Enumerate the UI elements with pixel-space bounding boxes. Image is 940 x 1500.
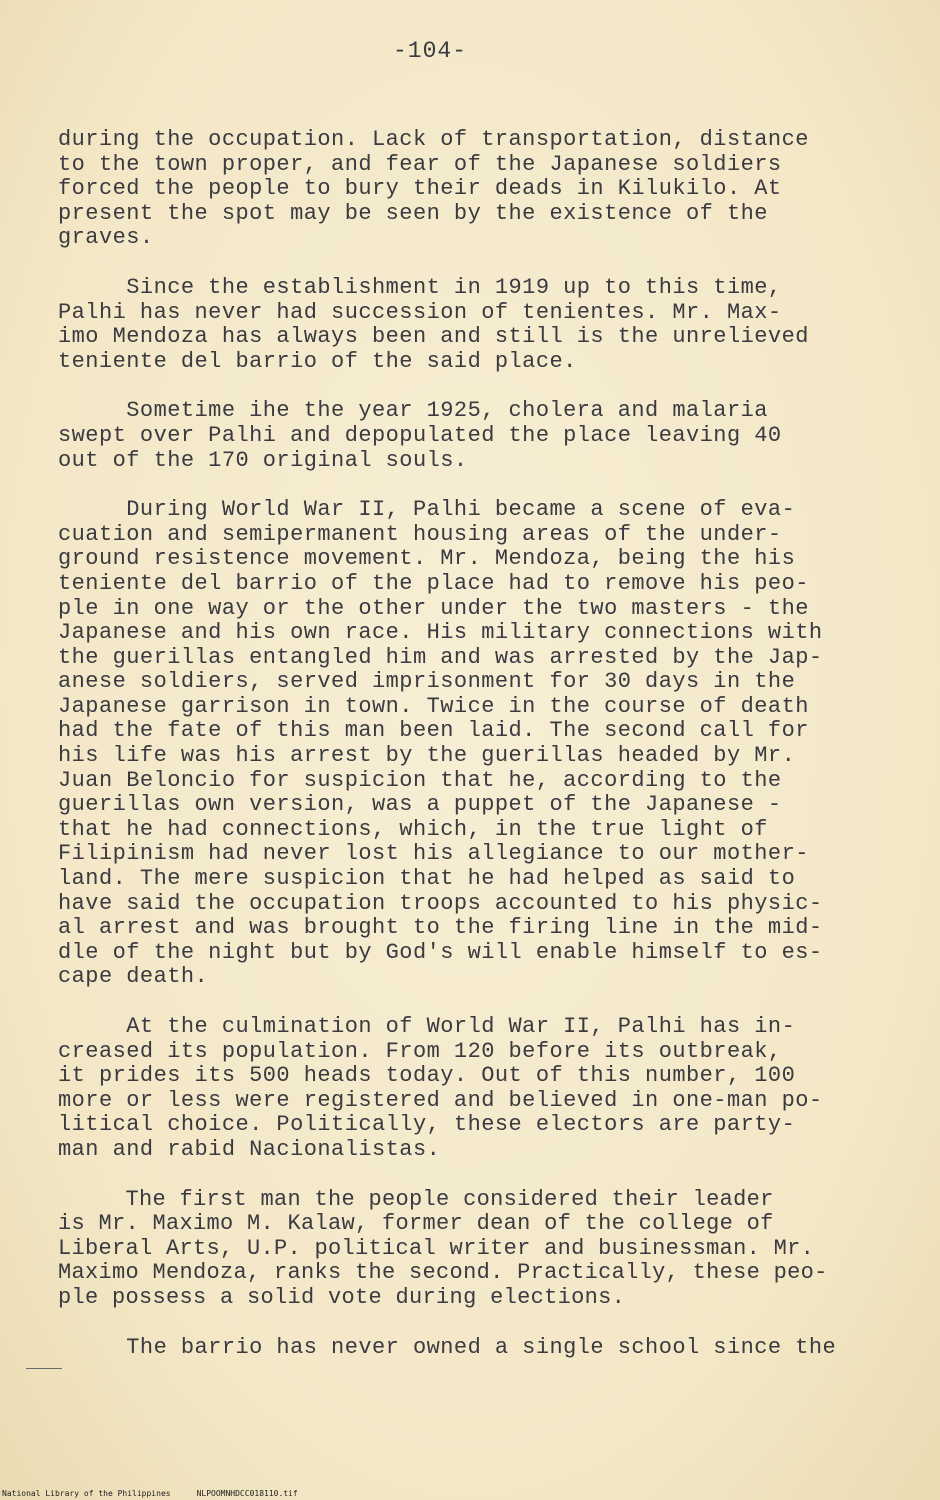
text-line: Filipinism had never lost his allegiance to our mother- (58, 841, 809, 867)
text-line: Sometime ihe the year 1925, cholera and malaria (58, 398, 768, 424)
text-line: dle of the night but by God's will enable himself to es- (58, 939, 823, 965)
text-line: The first man the people considered their leader (58, 1186, 774, 1212)
text-line: ple possess a solid vote during elections. (58, 1284, 626, 1310)
paragraph-occupation-burials (58, 128, 888, 251)
text-line: During World War II, Palhi became a scene of eva- (58, 497, 796, 523)
text-line: creased its population. From 120 before its outbreak, (58, 1038, 782, 1064)
text-line: litical choice. Politically, these electors are party- (58, 1112, 796, 1138)
text-line: out of the 170 original souls. (58, 447, 468, 473)
text-line: swept over Palhi and depopulated the place leaving 40 (58, 422, 782, 448)
text-line: Japanese garrison in town. Twice in the course of death (58, 693, 809, 719)
footer-library: National Library of the Philippines (2, 1489, 171, 1498)
text-line: guerillas own version, was a puppet of the Japanese - (58, 792, 782, 818)
text-line: At the culmination of World War II, Palhi has in- (58, 1014, 796, 1039)
text-line: the guerillas entangled him and was arrested by the Jap- (58, 644, 823, 670)
text-line: The barrio has never owned a single school since the (58, 1334, 837, 1360)
paragraph-cholera (58, 399, 888, 473)
text-line: teniente del barrio of the said place. (58, 348, 577, 374)
paragraph-world-war-ii (58, 498, 888, 990)
text-line: that he had connections, which, in the true light of (58, 816, 768, 842)
text-line: teniente del barrio of the place had to remove his peo- (58, 570, 809, 596)
footer-file-id: NLPOOMNHDCC018110.tif (196, 1489, 298, 1498)
text-line: his life was his arrest by the guerillas headed by Mr. (58, 743, 796, 769)
text-line: land. The mere suspicion that he had helped as said to (58, 866, 796, 892)
text-line: ple in one way or the other under the two masters - the (58, 595, 809, 621)
text-line: man and rabid Nacionalistas. (58, 1136, 441, 1162)
text-line: ground resistence movement. Mr. Mendoza, being the his (58, 546, 796, 572)
text-line: during the occupation. Lack of transportation, distance (58, 127, 809, 152)
page-number: -104- (392, 38, 467, 64)
text-line: anese soldiers, served imprisonment for 30 days in the (58, 669, 796, 695)
text-line: present the spot may be seen by the existence of the (58, 200, 768, 226)
text-line: cuation and semipermanent housing areas of the under- (58, 521, 782, 547)
scan-footer (2, 1489, 298, 1498)
text-line: imo Mendoza has always been and still is the unrelieved (58, 324, 809, 350)
margin-mark (26, 1368, 62, 1369)
text-line: have said the occupation troops accounted to his physic- (58, 890, 823, 916)
text-line: Maximo Mendoza, ranks the second. Practically, these peo- (58, 1260, 828, 1286)
text-line: graves. (58, 225, 154, 251)
text-line: cape death. (58, 964, 209, 990)
paragraph-tenientes (58, 276, 888, 374)
paragraph-leaders (58, 1188, 888, 1311)
text-line: is Mr. Maximo M. Kalaw, former dean of the college of (58, 1211, 774, 1237)
text-line: had the fate of this man been laid. The second call for (58, 718, 809, 744)
text-line: Juan Beloncio for suspicion that he, according to the (58, 767, 782, 793)
text-line: al arrest and was brought to the firing line in the mid- (58, 915, 823, 941)
text-line: forced the people to bury their deads in Kilukilo. At (58, 176, 782, 202)
text-line: Liberal Arts, U.P. political writer and businessman. Mr. (58, 1235, 815, 1261)
text-line: Since the establishment in 1919 up to this time, (58, 274, 782, 300)
paragraph-population (58, 1015, 888, 1163)
text-line: to the town proper, and fear of the Japanese soldiers (58, 151, 782, 177)
paragraph-school (58, 1336, 888, 1361)
document-body (58, 128, 888, 1385)
text-line: Palhi has never had succession of tenientes. Mr. Max- (58, 299, 782, 325)
text-line: it prides its 500 heads today. Out of this number, 100 (58, 1063, 796, 1089)
text-line: more or less were registered and believed in one-man po- (58, 1087, 823, 1113)
text-line: Japanese and his own race. His military connections with (58, 620, 823, 646)
